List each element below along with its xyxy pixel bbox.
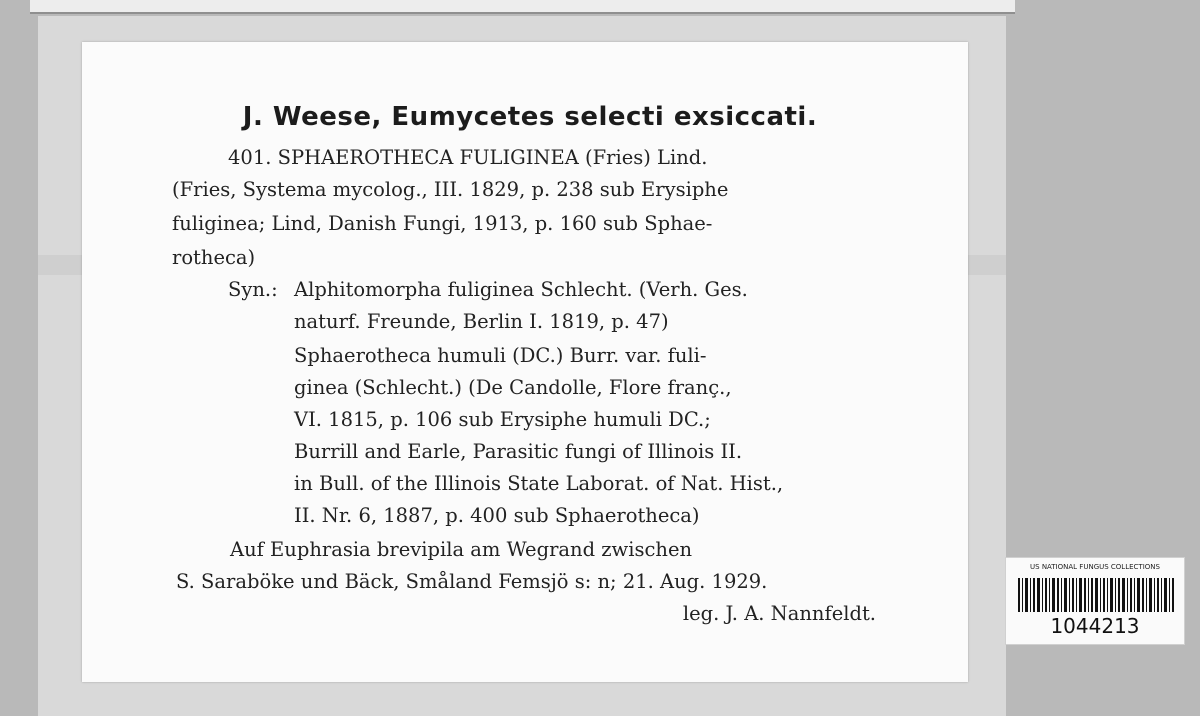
citation-line-3: rotheca) — [172, 246, 256, 269]
synonym-line-8: II. Nr. 6, 1887, p. 400 sub Sphaerotheca) — [294, 504, 700, 527]
synonym-line-7: in Bull. of the Illinois State Laborat. of Nat. Hist., — [294, 472, 784, 495]
synonym-label: Syn.: — [228, 278, 278, 301]
synonym-line-5: VI. 1815, p. 106 sub Erysiphe humuli DC.; — [294, 408, 711, 431]
locality-line-1: Auf Euphrasia brevipila am Wegrand zwischen — [230, 538, 693, 561]
locality-line-2: S. Saraböke und Bäck, Småland Femsjö s: n; 21. Aug. 1929. — [176, 570, 768, 593]
barcode-label — [1005, 557, 1185, 645]
species-heading: 401. SPHAEROTHECA FULIGINEA (Fries) Lind. — [228, 146, 708, 169]
top-paper-strip — [30, 0, 1015, 14]
label-title: J. Weese, Eumycetes selecti exsiccati. — [242, 102, 818, 132]
synonym-line-4: ginea (Schlecht.) (De Candolle, Flore franç., — [294, 376, 732, 399]
barcode-header: US NATIONAL FUNGUS COLLECTIONS — [1030, 563, 1160, 571]
synonym-line-2: naturf. Freunde, Berlin I. 1819, p. 47) — [294, 310, 669, 333]
synonym-line-3: Sphaerotheca humuli (DC.) Burr. var. fuli- — [294, 344, 707, 367]
synonym-line-1: Alphitomorpha fuliginea Schlecht. (Verh. Ges. — [294, 278, 748, 301]
citation-line-1: (Fries, Systema mycolog., III. 1829, p. 238 sub Erysiphe — [172, 178, 729, 201]
synonym-line-6: Burrill and Earle, Parasitic fungi of Illinois II. — [294, 440, 743, 463]
barcode-number: 1044213 — [1050, 614, 1140, 638]
collector-line: leg. J. A. Nannfeldt. — [682, 602, 876, 625]
citation-line-2: fuliginea; Lind, Danish Fungi, 1913, p. 160 sub Sphae- — [172, 212, 713, 235]
barcode-icon — [1018, 578, 1174, 612]
